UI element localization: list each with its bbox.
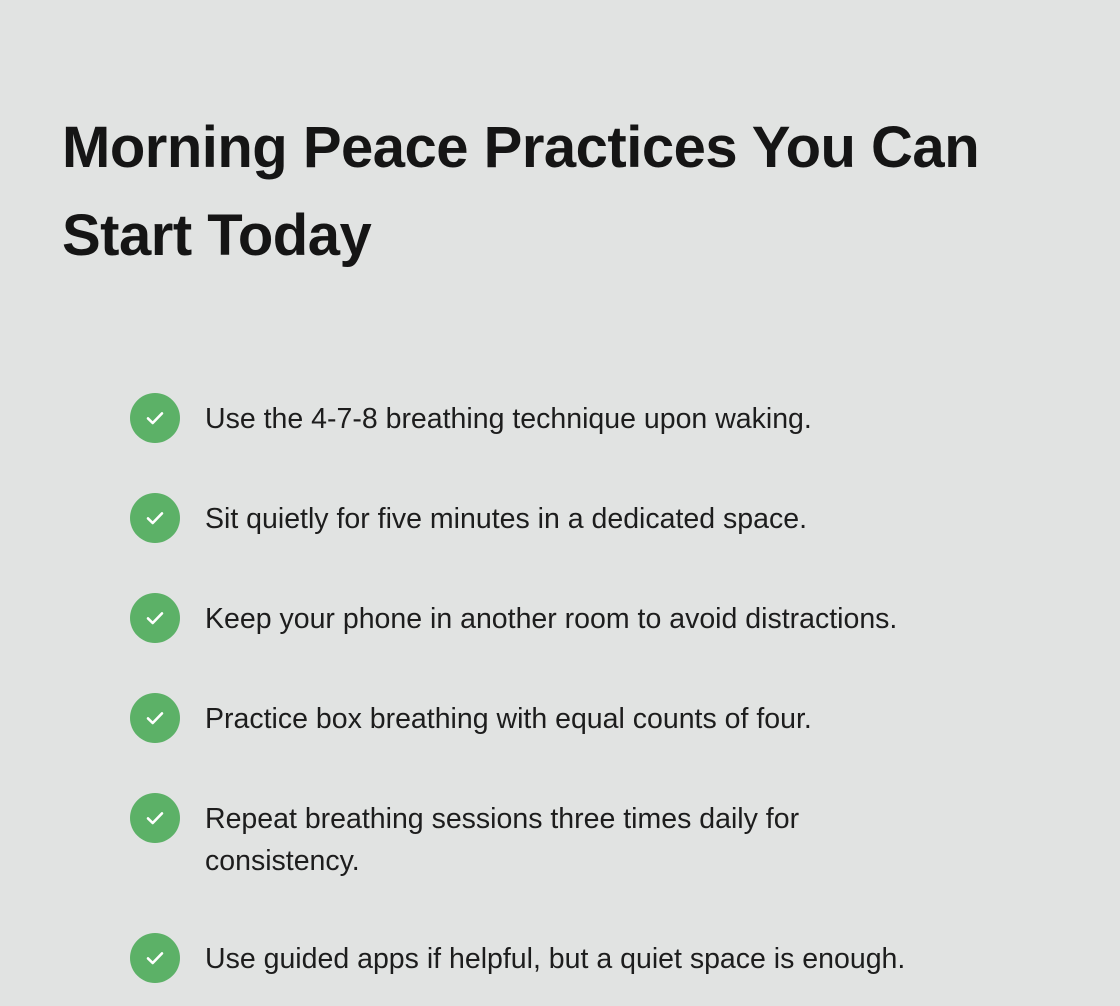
check-icon (130, 593, 180, 643)
check-icon (130, 493, 180, 543)
check-icon (130, 393, 180, 443)
list-item (62, 392, 1058, 443)
list-item (62, 492, 1058, 543)
list-item (62, 932, 1058, 983)
list-item-label: Sit quietly for five minutes in a dedicated space. (205, 503, 807, 536)
list-item (62, 692, 1058, 743)
list-item (62, 592, 1058, 643)
check-icon (130, 693, 180, 743)
check-icon (130, 933, 180, 983)
list-item-label: Keep your phone in another room to avoid distractions. (205, 603, 898, 636)
checklist (62, 392, 1058, 982)
list-item (62, 792, 1058, 882)
list-item-label: Practice box breathing with equal counts of four. (205, 703, 812, 736)
list-item-label: Use guided apps if helpful, but a quiet space is enough. (205, 942, 906, 975)
list-item-label: Repeat breathing sessions three times daily for consistency. (205, 803, 800, 878)
list-item-label: Use the 4-7-8 breathing technique upon waking. (205, 403, 812, 436)
check-icon (130, 793, 180, 843)
page-title: Morning Peace Practices You Can Start Today (62, 115, 980, 269)
